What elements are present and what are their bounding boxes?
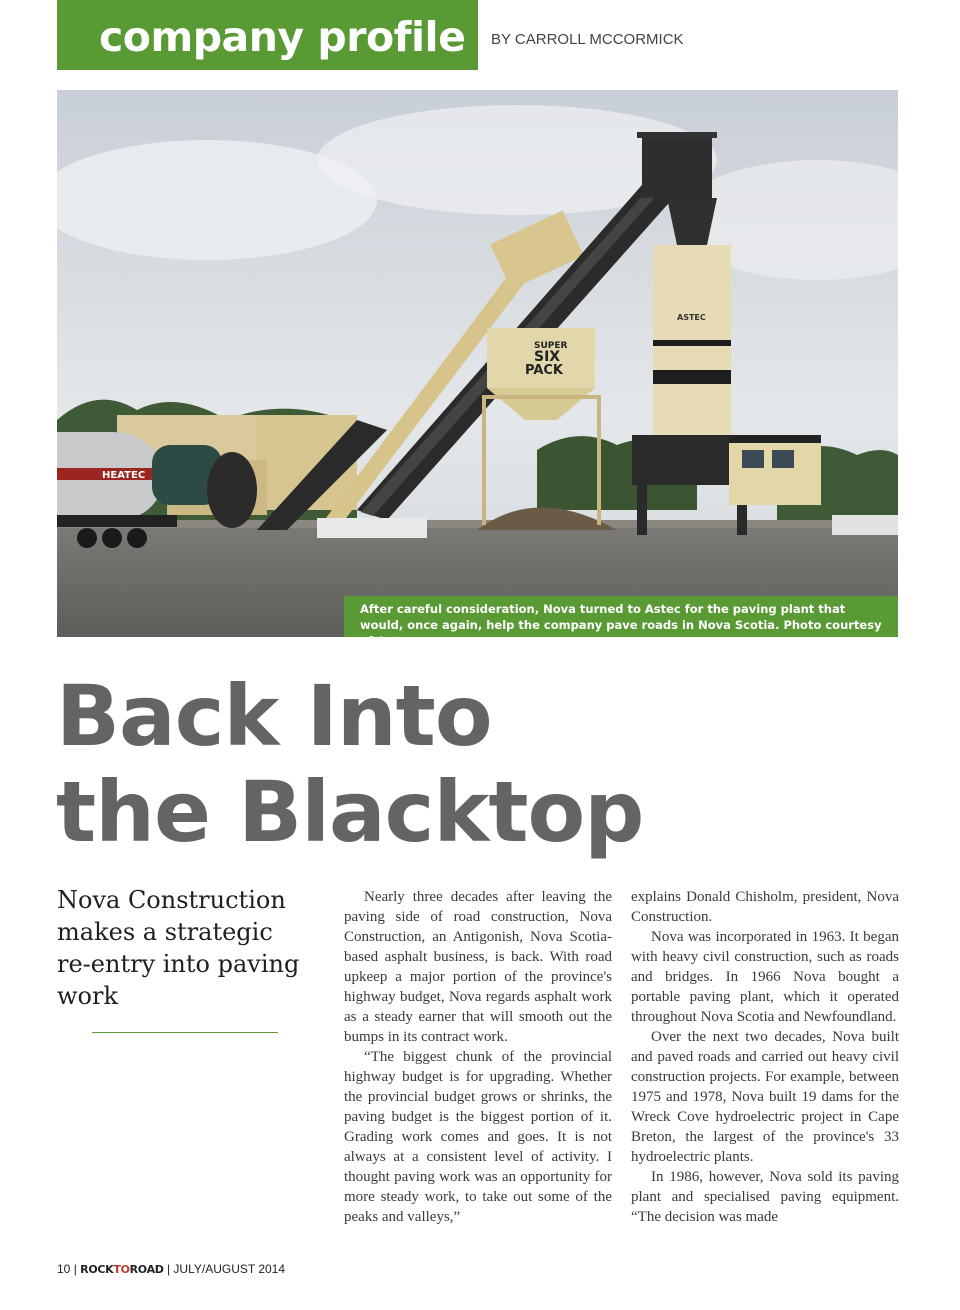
deck: Nova Construction makes a strategic re-entry into paving work: [57, 886, 300, 1010]
photo-asphalt-plant: [57, 90, 898, 637]
footer-divider: |: [166, 1262, 174, 1276]
bin-sign-line2: SIX: [534, 349, 561, 365]
article-column-1: [344, 887, 612, 1227]
page-number: 10: [57, 1262, 71, 1276]
silo-sign: ASTEC: [677, 313, 706, 322]
mag-c: ROAD: [129, 1263, 164, 1276]
bin-sign-line1: SUPER: [534, 341, 568, 351]
issue-date: JULY/AUGUST 2014: [173, 1262, 286, 1276]
paragraph: In 1986, however, Nova sold its paving plant and specialised paving equipment. “The decision was made: [631, 1169, 899, 1225]
paragraph: Nova was incorporated in 1963. It began with heavy civil construction, such as roads and bridges. In 1966 Nova bought a portable paving plant, which it operated throughout Nova Scotia and Newfoundland.: [631, 929, 899, 1025]
paragraph: “The biggest chunk of the provincial highway budget is for upgrading. Whether the provincial budget grows or shrinks, the paving budget is the biggest portion of it. Grading work comes and goes. It is not always at a consistent level of activity. I thought paving work was an opportunity for more steady work, to take out some of the peaks and valleys,”: [344, 1049, 612, 1225]
photo-caption: After careful consideration, Nova turned to Astec for the paving plant that would, once again, help the company pave roads in Nova Scotia. Photo courtesy of Astec.: [344, 596, 898, 637]
headline: [56, 668, 936, 860]
headline-line1: Back Into: [56, 667, 492, 765]
byline: BY CARROLL MCCORMICK: [491, 31, 684, 48]
deck-rule: [92, 1032, 278, 1033]
section-tab: [57, 0, 478, 70]
heatec-sign: HEATEC: [102, 470, 146, 481]
bin-sign-line3: PACK: [525, 363, 564, 378]
page-footer: [57, 1262, 285, 1276]
magazine-logo: [80, 1263, 163, 1276]
paragraph: explains Donald Chisholm, president, Nova Construction.: [631, 889, 899, 925]
paragraph: Over the next two decades, Nova built and paved roads and carried out heavy civil construction projects. For example, between 1975 and 1978, Nova built 19 dams for the Wreck Cove hydroelectric project in Cape Breton, the largest of the province's 33 hydroelectric plants.: [631, 1029, 899, 1165]
headline-line2: the Blacktop: [56, 763, 644, 861]
footer-divider: |: [73, 1262, 81, 1276]
mag-a: ROCK: [80, 1263, 114, 1276]
mag-b: TO: [113, 1263, 130, 1276]
paragraph: Nearly three decades after leaving the paving side of road construction, Nova Construction, an Antigonish, Nova Scotia-based asphalt business, is back. With road upkeep a major portion of the province's highway budget, Nova regards asphalt work as a steady earner that will smooth out the bumps in its contract work.: [344, 889, 612, 1045]
article-column-2: [631, 887, 899, 1227]
section-title: company profile: [99, 13, 466, 61]
